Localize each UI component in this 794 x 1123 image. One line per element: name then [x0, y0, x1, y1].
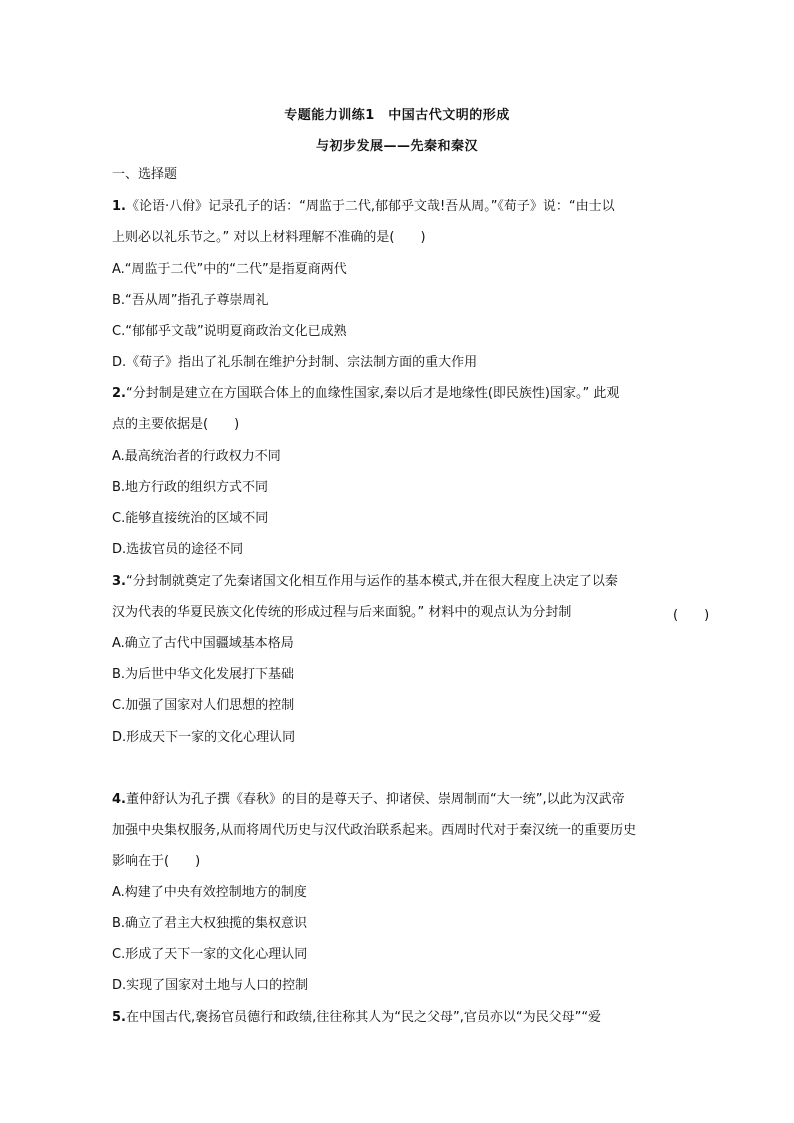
question-number: 4. — [112, 792, 126, 807]
question-3-option-a: A.确立了古代中国疆域基本格局 — [112, 636, 294, 651]
section-heading: 一、选择题 — [112, 167, 178, 182]
question-2-line-1 — [112, 385, 712, 403]
question-text: “分封制是建立在方国联合体上的血缘性国家,秦以后才是地缘性(即民族性)国家。” 此观 — [125, 386, 620, 401]
question-number: 5. — [112, 1010, 126, 1025]
question-text: 董仲舒认为孔子撰《春秋》的目的是尊天子、抑诸侯、崇周制而“大一统”,以此为汉武帝 — [125, 792, 625, 807]
question-1-line-1 — [112, 198, 712, 216]
question-4-option-a: A.构建了中央有效控制地方的制度 — [112, 885, 307, 900]
question-2-option-c: C.能够直接统治的区域不同 — [112, 511, 269, 526]
question-2-option-b: B.地方行政的组织方式不同 — [112, 480, 269, 495]
question-number: 1. — [112, 199, 126, 214]
question-text: 在中国古代,褒扬官员德行和政绩,往往称其人为“民之父母”,官员亦以“为民父母”“爱 — [125, 1010, 602, 1025]
question-1-option-c: C.“郁郁乎文哉”说明夏商政治文化已成熟 — [112, 324, 347, 339]
question-5-line-1 — [112, 1009, 712, 1027]
question-1-option-b: B.“吾从周”指孔子尊崇周礼 — [112, 293, 269, 308]
doc-title-line2: 与初步发展——先秦和秦汉 — [315, 139, 478, 154]
question-4-line-3: 影响在于( ) — [112, 854, 201, 869]
question-3-option-d: D.形成天下一家的文化心理认同 — [112, 730, 296, 745]
question-3-line-1 — [112, 573, 712, 591]
doc-title-line1: 专题能力训练1 中国古代文明的形成 — [284, 108, 510, 123]
question-2-line-2: 点的主要依据是( ) — [112, 417, 240, 432]
question-3-option-b: B.为后世中华文化发展打下基础 — [112, 667, 295, 682]
question-text: 《论语·八佾》记录孔子的话：“周监于二代,郁郁乎文哉!吾从周。”《荀子》说：“由士以 — [125, 199, 615, 214]
question-2-option-d: D.选拔官员的途径不同 — [112, 542, 244, 557]
question-4-option-d: D.实现了国家对土地与人口的控制 — [112, 978, 309, 993]
question-4-option-b: B.确立了君主大权独揽的集权意识 — [112, 916, 308, 931]
question-3-line-2: 汉为代表的华夏民族文化传统的形成过程与后来面貌。” 材料中的观点认为分封制 — [112, 605, 572, 620]
question-1-option-a: A.“周监于二代”中的“二代”是指夏商两代 — [112, 262, 347, 277]
question-3-answer-paren: ( ) — [673, 608, 710, 623]
question-4-option-c: C.形成了天下一家的文化心理认同 — [112, 947, 308, 962]
question-1-line-2: 上则必以礼乐节之。” 对以上材料理解不准确的是( ) — [112, 230, 426, 245]
question-1-option-d: D.《荀子》指出了礼乐制在维护分封制、宗法制方面的重大作用 — [112, 355, 478, 370]
question-text: “分封制就奠定了先秦诸国文化相互作用与运作的基本模式,并在很大程度上决定了以秦 — [125, 574, 618, 589]
question-2-option-a: A.最高统治者的行政权力不同 — [112, 449, 281, 464]
question-4-line-1 — [112, 791, 712, 809]
question-4-line-2: 加强中央集权服务,从而将周代历史与汉代政治联系起来。西周时代对于秦汉统一的重要历史 — [112, 823, 637, 838]
question-number: 3. — [112, 574, 126, 589]
question-number: 2. — [112, 386, 126, 401]
question-3-option-c: C.加强了国家对人们思想的控制 — [112, 698, 295, 713]
